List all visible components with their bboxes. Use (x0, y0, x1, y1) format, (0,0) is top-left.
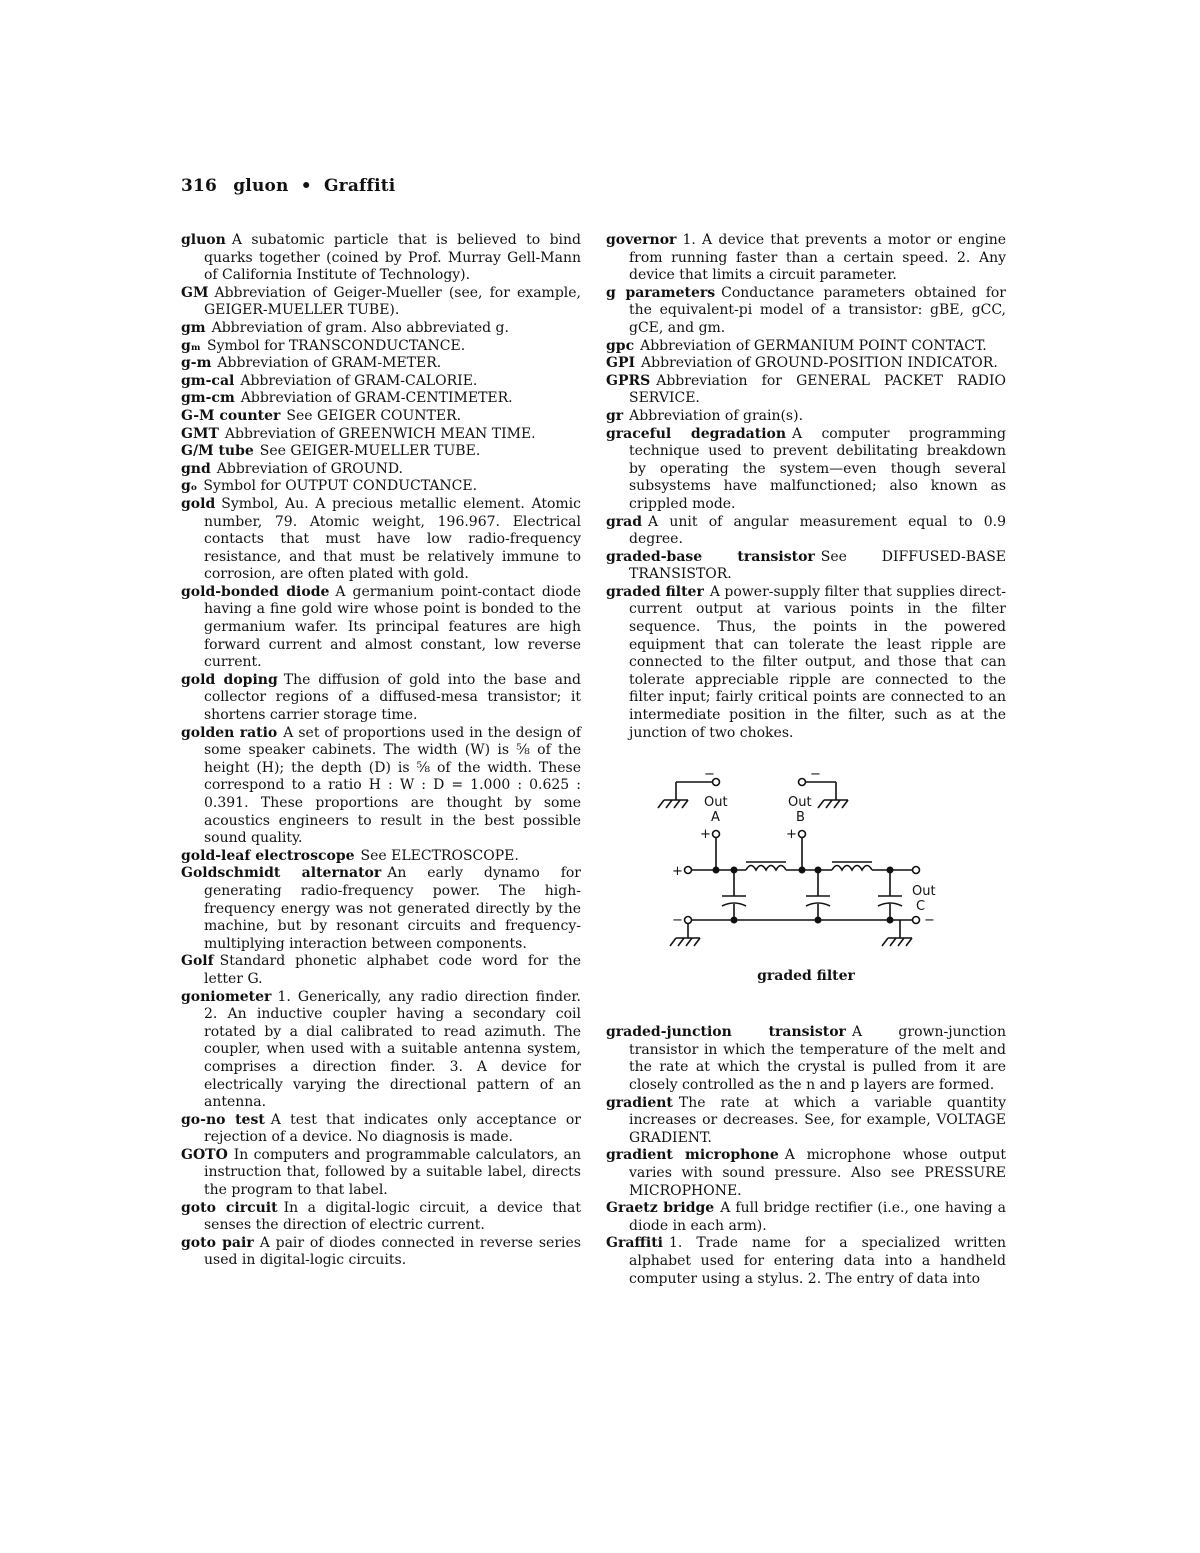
entry-headword: g-m (181, 355, 212, 372)
guide-word-first: gluon (233, 176, 289, 196)
entry-definition: See GEIGER COUNTER. (286, 407, 462, 424)
figure-caption: graded filter (757, 968, 855, 985)
dictionary-entry (606, 355, 1006, 373)
out-b-label: Out (788, 795, 812, 811)
dictionary-entry (606, 408, 1006, 426)
entry-definition: Symbol for OUTPUT CONDUCTANCE. (203, 478, 478, 495)
entry-headword: gradient microphone (606, 1147, 779, 1164)
guide-word-last: Graffiti (323, 176, 396, 196)
graded-filter-schematic (646, 772, 966, 962)
entry-headword: gm (181, 319, 206, 336)
dictionary-entry (606, 1095, 1006, 1148)
dictionary-entry (606, 338, 1006, 356)
entry-definition: See DIFFUSED-BASE TRANSISTOR. (629, 548, 1006, 583)
right-column (606, 232, 1006, 1288)
entry-definition: A grown-junction transistor in which the temperature of the melt and the rate at which the crystal is pulled from it are closely controlled as the n and p layers are formed. (629, 1024, 1006, 1093)
dictionary-entry (181, 848, 581, 866)
output-minus: − (924, 913, 935, 929)
entry-headword: graded filter (606, 583, 704, 600)
entry-definition: 1. Trade name for a specialized written alphabet used for entering data into a handheld computer using a stylus. 2. The entry of data into (629, 1235, 1006, 1287)
entry-definition: A microphone whose output varies with sound pressure. Also see PRESSURE MICROPHONE. (629, 1147, 1006, 1199)
dictionary-entry (181, 320, 581, 338)
entry-headword: gₘ (181, 337, 201, 354)
entry-definition: Abbreviation of GREENWICH MEAN TIME. (224, 425, 536, 442)
entry-headword: gpc (606, 337, 635, 354)
entry-definition: Abbreviation of gram. Also abbreviated g. (211, 319, 509, 336)
entry-definition: See GEIGER-MUELLER TUBE. (259, 443, 481, 460)
entry-headword: graceful degradation (606, 425, 787, 442)
entry-headword: gnd (181, 460, 211, 477)
entry-headword: grad (606, 513, 643, 530)
entry-definition: See ELECTROSCOPE. (360, 847, 519, 864)
entry-definition: A pair of diodes connected in reverse series used in digital-logic circuits. (204, 1234, 581, 1269)
entry-headword: go-no test (181, 1111, 265, 1128)
entry-definition: A germanium point-contact diode having a fine gold wire whose point is bonded to the germanium wafer. Its principal features are high forward current and almost constant, low reverse current. (204, 583, 581, 671)
dictionary-entry (181, 232, 581, 285)
input-plus: + (672, 864, 683, 880)
dictionary-entry (181, 390, 581, 408)
entry-headword: gm-cal (181, 372, 235, 389)
entry-headword: gold-leaf electroscope (181, 847, 355, 864)
entry-definition: Abbreviation of GROUND. (216, 460, 403, 477)
entry-definition: Symbol, Au. A precious metallic element. Atomic number, 79. Atomic weight, 196.967. Electrical contacts that must have low radio-frequency resistance, and that must be relatively immune to corrosion, are often plated with gold. (204, 495, 581, 583)
dictionary-entry (181, 865, 581, 953)
entry-headword: gₒ (181, 478, 198, 495)
out-c-label: Out (912, 884, 936, 900)
entry-definition: 1. Generically, any radio direction finder. 2. An inductive coupler having a secondary coil rotated by a dial calibrated to read azimuth. The coupler, when used with a suitable antenna system, comprises a direction finder. 3. A device for electrically varying the directional pattern of an antenna. (204, 988, 581, 1111)
dictionary-entry (181, 584, 581, 672)
entry-headword: GPI (606, 355, 636, 372)
dictionary-entry (606, 232, 1006, 285)
left-column (181, 232, 581, 1270)
label-a: A (711, 810, 720, 826)
entry-headword: gr (606, 407, 624, 424)
terminal-b-minus: − (810, 772, 821, 783)
entry-definition: In a digital-logic circuit, a device that senses the direction of electric current. (204, 1199, 582, 1234)
dictionary-entry (181, 1235, 581, 1270)
label-c: C (916, 899, 926, 915)
page-number: 316 (181, 176, 218, 196)
entry-headword: g parameters (606, 284, 716, 301)
dictionary-entry (181, 285, 581, 320)
dictionary-entry (181, 989, 581, 1112)
entry-headword: golden ratio (181, 724, 278, 741)
entry-headword: graded-junction transistor (606, 1024, 846, 1041)
dictionary-entry (181, 338, 581, 356)
entry-definition: In computers and programmable calculators, an instruction that, followed by a suitable label, directs the program to that label. (204, 1146, 581, 1199)
entry-definition: Symbol for TRANSCONDUCTANCE. (207, 337, 466, 354)
dictionary-entry (606, 549, 1006, 584)
out-a-label: Out (704, 795, 728, 811)
dictionary-entry (181, 373, 581, 391)
dictionary-entry (606, 1200, 1006, 1235)
entry-headword: gold (181, 495, 216, 512)
entry-definition: A power-supply filter that supplies direct-current output at various points in the filter sequence. Thus, the points in the powered equipment that can tolerate the least ripple are connected to the filter output, and those that can tolerate appreciable ripple are connected to the filter input; fairly critical points are connected to an intermediate position in the filter, such as at the junction of two chokes. (629, 583, 1006, 741)
entry-definition: A unit of angular measurement equal to 0.9 degree. (629, 513, 1006, 548)
entry-definition: An early dynamo for generating radio-frequency power. The high-frequency energy was not generated directly by the machine, but by resonant circuits and frequency-multiplying interaction between components. (204, 865, 581, 952)
dictionary-entry (181, 496, 581, 584)
entry-definition: Standard phonetic alphabet code word for the letter G. (204, 953, 581, 987)
right-column-bottom-entries (606, 1024, 1006, 1288)
entry-definition: A set of proportions used in the design of some speaker cabinets. The width (W) is ⅝ of the height (H); the depth (D) is ⅝ of the width. These correspond to a ratio H : W : D = 1.000 : 0.625 : 0.391. These proportions are thought by some acoustics engineers to result in the best possible sound quality. (204, 724, 582, 847)
entry-headword: Graffiti (606, 1235, 663, 1252)
entry-headword: gold-bonded diode (181, 583, 330, 600)
graded-filter-figure (606, 772, 1006, 992)
dictionary-entry (181, 461, 581, 479)
entry-headword: gold doping (181, 671, 278, 688)
dictionary-entry (606, 285, 1006, 338)
entry-definition: Abbreviation of GRAM-METER. (217, 355, 442, 372)
dictionary-entry (606, 584, 1006, 742)
entry-headword: Goldschmidt alternator (181, 865, 382, 882)
dictionary-entry (606, 1147, 1006, 1200)
entry-headword: G/M tube (181, 443, 254, 460)
entry-definition: A subatomic particle that is believed to bind quarks together (coined by Prof. Murray Gell-Mann of California Institute of Technology). (204, 232, 581, 284)
entry-headword: gluon (181, 232, 226, 248)
entry-headword: graded-base transistor (606, 548, 815, 565)
dictionary-entry (181, 408, 581, 426)
dictionary-entry (181, 1112, 581, 1147)
dictionary-entry (181, 1200, 581, 1235)
entry-headword: G-M counter (181, 407, 281, 424)
guide-word-separator: • (300, 176, 312, 196)
entry-headword: governor (606, 232, 677, 248)
entry-headword: Golf (181, 953, 214, 970)
entry-headword: GOTO (181, 1146, 228, 1163)
entry-definition: A computer programming technique used to prevent debilitating breakdown by operating the system—even though several subsystems have malfunctioned; also known as crippled mode. (629, 425, 1006, 512)
input-minus: − (672, 913, 683, 929)
entry-definition: The diffusion of gold into the base and collector regions of a diffused-mesa transistor; it shortens carrier storage time. (204, 671, 581, 724)
entry-definition: Abbreviation for GENERAL PACKET RADIO SERVICE. (629, 372, 1006, 407)
entry-definition: Abbreviation of grain(s). (629, 407, 804, 424)
entry-headword: GM (181, 284, 209, 301)
entry-headword: goto pair (181, 1234, 254, 1251)
entry-headword: goniometer (181, 988, 272, 1005)
entry-headword: gm-cm (181, 390, 235, 407)
dictionary-entry (606, 426, 1006, 514)
entry-definition: A full bridge rectifier (i.e., one having a diode in each arm). (629, 1200, 1006, 1234)
terminal-b-plus: + (786, 827, 797, 843)
running-head (181, 176, 395, 196)
dictionary-entry (606, 1024, 1006, 1094)
entry-definition: Conductance parameters obtained for the equivalent-pi model of a transistor: gBE, gCC, gCE, and gm. (629, 284, 1006, 336)
entry-definition: Abbreviation of GRAM-CENTIMETER. (240, 390, 513, 407)
entry-definition: The rate at which a variable quantity increases or decreases. See, for example, VOLTAGE GRADIENT. (629, 1094, 1006, 1146)
entry-headword: Graetz bridge (606, 1200, 715, 1217)
dictionary-entry (606, 1235, 1006, 1288)
dictionary-entry (181, 672, 581, 725)
entry-definition: Abbreviation of Geiger-Mueller (see, for example, GEIGER-MUELLER TUBE). (204, 284, 581, 319)
entry-headword: goto circuit (181, 1199, 278, 1216)
terminal-a-minus: − (704, 772, 715, 783)
entry-definition: Abbreviation of GROUND-POSITION INDICATOR. (641, 355, 998, 372)
entry-definition: Abbreviation of GRAM-CALORIE. (240, 372, 478, 389)
dictionary-entry (606, 514, 1006, 549)
dictionary-entry (181, 426, 581, 444)
entry-headword: GPRS (606, 372, 651, 389)
entry-headword: GMT (181, 425, 219, 442)
entry-definition: A test that indicates only acceptance or rejection of a device. No diagnosis is made. (204, 1111, 581, 1146)
entry-definition: Abbreviation of GERMANIUM POINT CONTACT. (640, 337, 987, 354)
dictionary-entry (181, 478, 581, 496)
dictionary-entry (181, 355, 581, 373)
entry-headword: gradient (606, 1094, 673, 1111)
terminal-a-plus: + (700, 827, 711, 843)
dictionary-entry (181, 1147, 581, 1200)
entry-definition: 1. A device that prevents a motor or engine from running faster than a certain speed. 2. Any device that limits a circuit parameter. (629, 232, 1006, 284)
dictionary-entry (181, 953, 581, 988)
dictionary-entry (181, 443, 581, 461)
dictionary-entry (606, 373, 1006, 408)
right-column-top-entries (606, 232, 1006, 742)
label-b: B (796, 810, 805, 826)
dictionary-entry (181, 725, 581, 848)
